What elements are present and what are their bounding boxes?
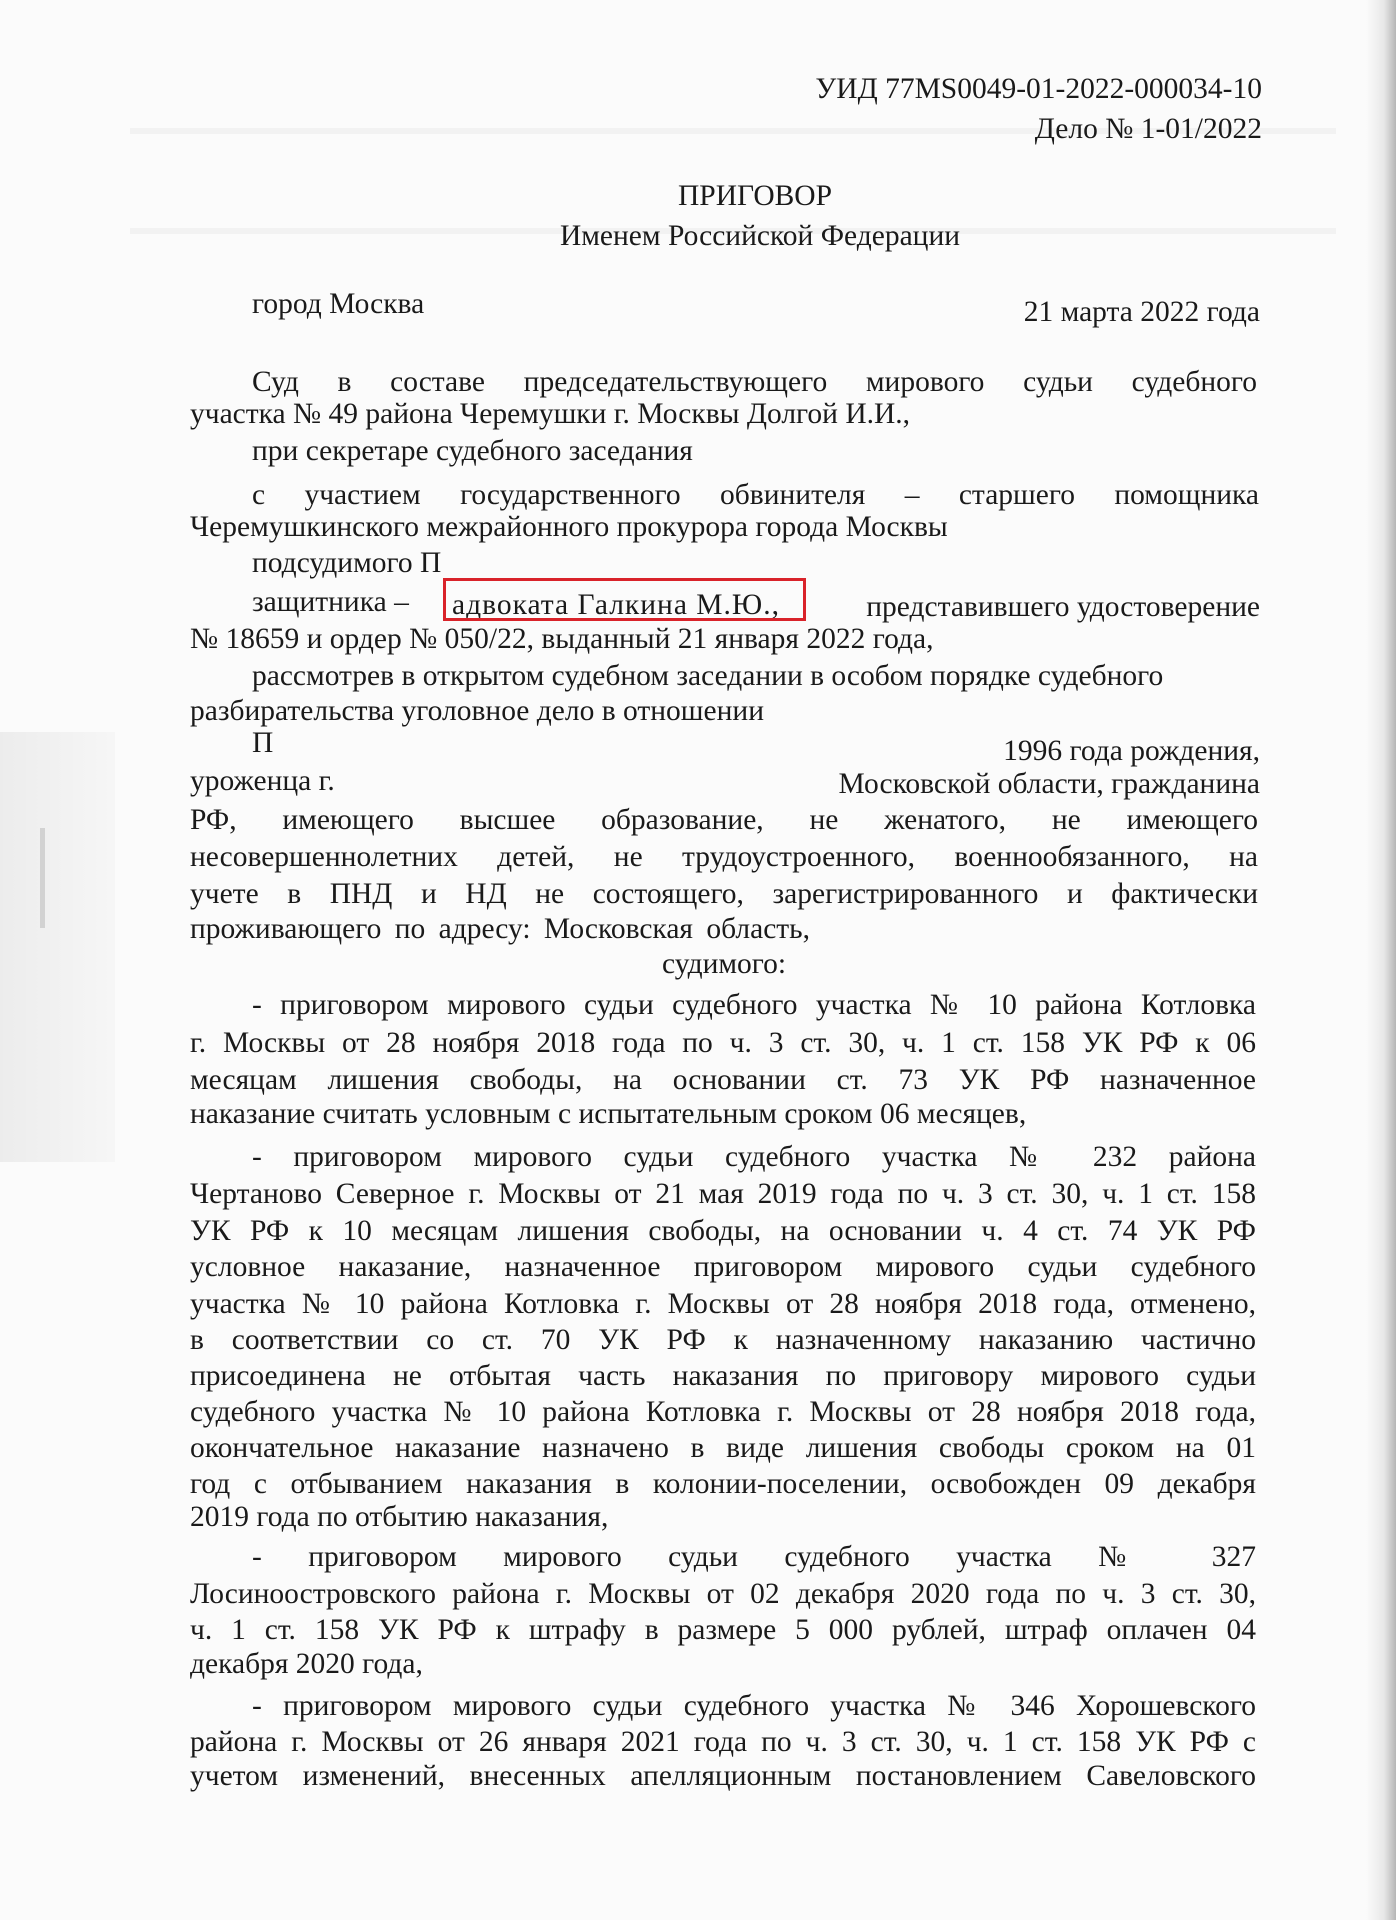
text-line: судебного участка № 10 района Котловка г. Москвы от 28 ноября 2018 года, xyxy=(190,1396,1256,1428)
text-line: - приговором мирового судьи судебного участка № 10 района Котловка xyxy=(252,989,1256,1021)
scan-artifact-left xyxy=(0,732,115,1162)
text-line: УК РФ к 10 месяцам лишения свободы, на основании ч. 4 ст. 74 УК РФ xyxy=(190,1215,1256,1247)
text-line: уроженца г. xyxy=(190,765,335,797)
case-uid: УИД 77MS0049-01-2022-000034-10 xyxy=(815,73,1262,105)
text-line: РФ, имеющего высшее образование, не женатого, не имеющего xyxy=(190,804,1258,836)
text-line: окончательное наказание назначено в виде лишения свободы сроком на 01 xyxy=(190,1432,1256,1464)
scan-artifact-mark xyxy=(40,828,45,928)
case-number: Дело № 1-01/2022 xyxy=(1034,113,1262,145)
text-line: Московской области, гражданина xyxy=(838,768,1260,800)
text-line: учетом изменений, внесенных апелляционным постановлением Савеловского xyxy=(190,1760,1256,1792)
text-line: - приговором мирового судьи судебного участка № 346 Хорошевского xyxy=(252,1690,1256,1722)
text-line: Лосиноостровского района г. Москвы от 02 декабря 2020 года по ч. 3 ст. 30, xyxy=(190,1578,1256,1610)
highlighted-text: адвоката Галкина М.Ю., xyxy=(452,589,780,621)
text-line: год с отбыванием наказания в колонии-поселении, освобожден 09 декабря xyxy=(190,1468,1256,1500)
text-line: подсудимого П xyxy=(252,547,442,579)
text-line: участка № 49 района Черемушки г. Москвы Долгой И.И., xyxy=(190,398,911,430)
text-line: № 18659 и ордер № 050/22, выданный 21 января 2022 года, xyxy=(190,623,934,655)
text-line: П xyxy=(252,727,274,759)
text-line: проживающего по адресу: Московская область, xyxy=(190,913,811,945)
text-line: рассмотрев в открытом судебном заседании в особом порядке судебного xyxy=(252,660,1164,692)
text-line: защитника – xyxy=(252,586,409,618)
highlight-box xyxy=(443,578,806,621)
text-line: наказание считать условным с испытательным сроком 06 месяцев, xyxy=(190,1098,1027,1130)
text-line: представившего удостоверение xyxy=(866,591,1260,623)
text-line: судимого: xyxy=(662,948,787,980)
scan-shadow-right xyxy=(1366,0,1396,1920)
text-line: района г. Москвы от 26 января 2021 года по ч. 3 ст. 30, ч. 1 ст. 158 УК РФ с xyxy=(190,1726,1256,1758)
text-line: г. Москвы от 28 ноября 2018 года по ч. 3 ст. 30, ч. 1 ст. 158 УК РФ к 06 xyxy=(190,1027,1256,1059)
place: город Москва xyxy=(252,288,425,320)
text-line: Черемушкинского межрайонного прокурора города Москвы xyxy=(190,511,948,543)
text-line: 1996 года рождения, xyxy=(1003,735,1260,767)
text-line: несовершеннолетних детей, не трудоустроенного, военнообязанного, на xyxy=(190,841,1258,873)
text-line: с участием государственного обвинителя – старшего помощника xyxy=(252,479,1259,511)
text-line: Чертаново Северное г. Москвы от 21 мая 2019 года по ч. 3 ст. 30, ч. 1 ст. 158 xyxy=(190,1178,1256,1210)
text-line: - приговором мирового судьи судебного участка № 232 района xyxy=(252,1141,1256,1173)
document-subtitle: Именем Российской Федерации xyxy=(559,220,961,252)
text-line: учете в ПНД и НД не состоящего, зарегистрированного и фактически xyxy=(190,878,1258,910)
text-line: присоединена не отбытая часть наказания по приговору мирового судьи xyxy=(190,1360,1256,1392)
text-line: разбирательства уголовное дело в отношении xyxy=(190,695,764,727)
text-line: ч. 1 ст. 158 УК РФ к штрафу в размере 5 000 рублей, штраф оплачен 04 xyxy=(190,1614,1256,1646)
text-line: Суд в составе председательствующего мирового судьи судебного xyxy=(252,366,1257,398)
text-line: в соответствии со ст. 70 УК РФ к назначенному наказанию частично xyxy=(190,1324,1256,1356)
text-line: - приговором мирового судьи судебного участка № 327 xyxy=(252,1541,1256,1573)
text-line: участка № 10 района Котловка г. Москвы от 28 ноября 2018 года, отменено, xyxy=(190,1288,1256,1320)
text-line: 2019 года по отбытию наказания, xyxy=(190,1501,609,1533)
text-line: месяцам лишения свободы, на основании ст. 73 УК РФ назначенное xyxy=(190,1064,1256,1096)
document-title: ПРИГОВОР xyxy=(677,180,833,212)
date: 21 марта 2022 года xyxy=(1023,296,1260,328)
text-line: при секретаре судебного заседания xyxy=(252,435,693,467)
text-line: условное наказание, назначенное приговором мирового судьи судебного xyxy=(190,1251,1256,1283)
text-line: декабря 2020 года, xyxy=(190,1648,423,1680)
